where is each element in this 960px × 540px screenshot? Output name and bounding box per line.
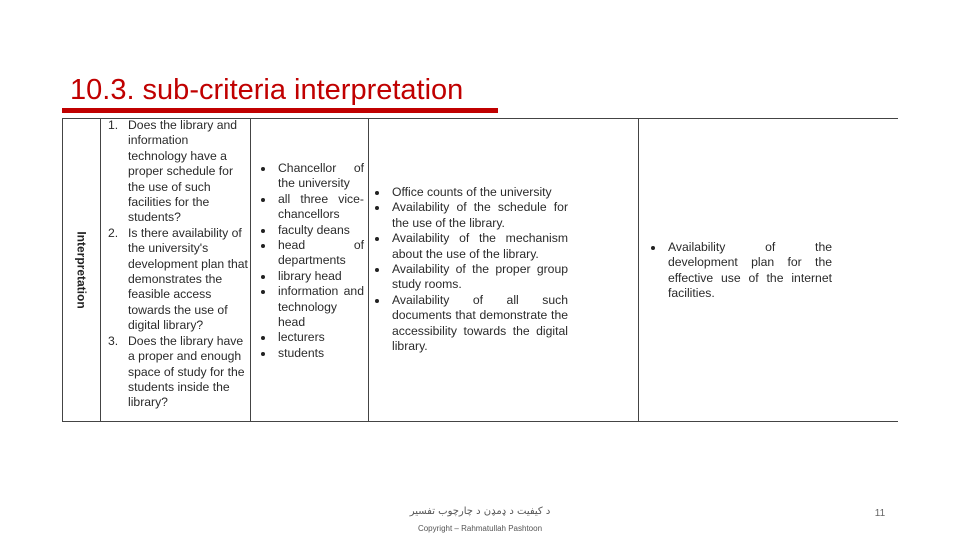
source-item: Chancellor of the university: [256, 161, 364, 192]
question-text: Does the library have a proper and enough space of study for the students inside the library?: [128, 333, 245, 410]
questions-cell: [102, 118, 248, 411]
evidence-item: Availability of the proper group study rooms.: [370, 262, 568, 293]
row-label-cell: [63, 118, 100, 422]
sources-list: [256, 161, 364, 361]
question-item: [102, 226, 248, 334]
evidence-cell: [370, 185, 568, 354]
indicators-list: [646, 240, 832, 302]
evidence-item: Office counts of the university: [370, 185, 568, 200]
table-divider-label: [100, 118, 101, 422]
table-bottom-border: [62, 421, 898, 422]
title-underline: [62, 108, 498, 113]
source-item: information and technology head: [256, 284, 364, 330]
source-item: all three vice-chancellors: [256, 192, 364, 223]
source-item: lecturers: [256, 330, 364, 345]
source-item: students: [256, 346, 364, 361]
question-number: 1.: [108, 118, 119, 132]
page-number: 11: [874, 508, 886, 519]
source-item: faculty deans: [256, 223, 364, 238]
question-text: Does the library and information technology have a proper schedule for the use of such facilities for the students?: [128, 118, 238, 225]
footer-text: د کیفیت د ډمډن د چارچوب تفسیر: [409, 506, 551, 517]
questions-list: [102, 118, 248, 411]
question-item: [102, 118, 248, 226]
question-item: [102, 334, 248, 411]
indicators-cell: [646, 240, 832, 302]
table-divider-sources: [368, 118, 369, 422]
evidence-item: Availability of all such documents that demonstrate the accessibility towards the digital library.: [370, 293, 568, 355]
source-item: library head: [256, 269, 364, 284]
question-text: Is there availability of the university's development plan that demonstrates the feasible access towards the use of digital library?: [128, 225, 248, 333]
question-number: 3.: [108, 333, 119, 348]
table-divider-questions: [250, 118, 251, 422]
source-item: head of departments: [256, 238, 364, 269]
evidence-item: Availability of the mechanism about the use of the library.: [370, 231, 568, 262]
slide-title: 10.3. sub-criteria interpretation: [70, 74, 464, 106]
question-number: 2.: [108, 225, 119, 240]
footer-copyright: Copyright – Rahmatullah Pashtoon: [417, 524, 543, 533]
sources-cell: [256, 161, 364, 361]
row-label: Interpretation: [74, 231, 89, 309]
evidence-item: Availability of the schedule for the use of the library.: [370, 200, 568, 231]
indicator-item: Availability of the development plan for the effective use of the internet facilities.: [646, 240, 832, 302]
table-divider-evidence: [638, 118, 639, 422]
evidence-list: [370, 185, 568, 354]
